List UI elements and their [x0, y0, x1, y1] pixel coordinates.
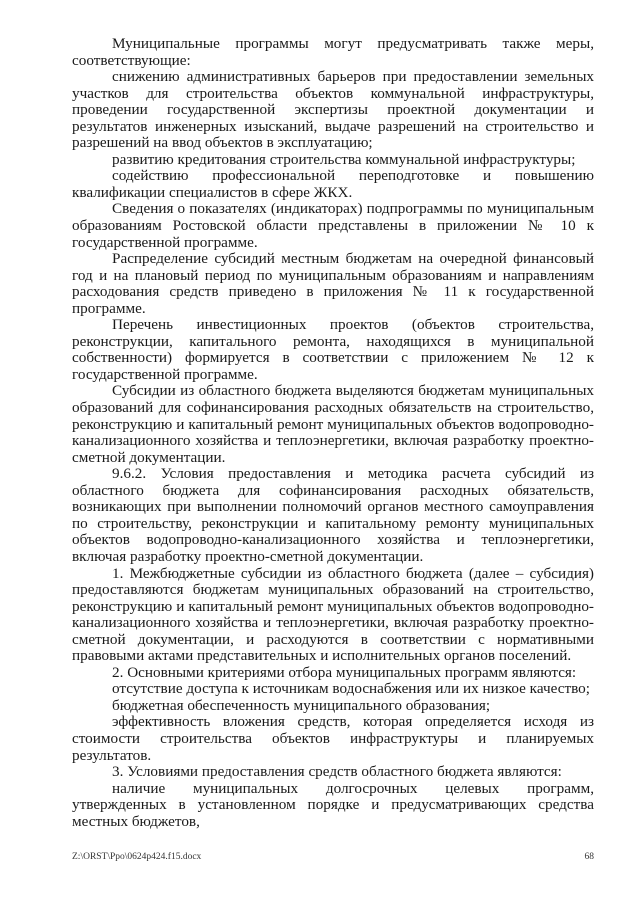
paragraph: Субсидии из областного бюджета выделяются бюджетам муниципальных образований для софинансирования расходных обязательств на строительство, реконструкцию и капитальный ремонт муниципальных объектов водопроводно-канализационного хозяйства и теплоэнергетики, включая разработку проектно-сметной документации.	[72, 382, 594, 466]
paragraph: эффективность вложения средств, которая определяется исходя из стоимости строительства объектов инфраструктуры и планируемых результатов.	[72, 713, 594, 764]
paragraph: снижению административных барьеров при предоставлении земельных участков для строительства объектов коммунальной инфраструктуры, проведении государственной экспертизы проектной документации и результатов инженерных изысканий, выдаче разрешений на строительство и разрешений на ввод объектов в эксплуатацию;	[72, 68, 594, 152]
page-footer	[72, 852, 594, 862]
paragraph: развитию кредитования строительства коммунальной инфраструктуры;	[112, 150, 576, 168]
file-path: Z:\ORST\Ppo\0624p424.f15.docx	[72, 852, 202, 862]
paragraph: Муниципальные программы могут предусматривать также меры, соответствующие:	[72, 35, 594, 69]
paragraph: Сведения о показателях (индикаторах) подпрограммы по муниципальным образованиям Ростовской области представлены в приложении № 10 к государственной программе.	[72, 200, 594, 251]
paragraph: Перечень инвестиционных проектов (объектов строительства, реконструкции, капитального ремонта, находящихся в муниципальной собственности) формируется в соответствии с приложением № 12 к государственной программе.	[72, 316, 594, 383]
page-number: 68	[584, 852, 594, 862]
paragraph: 2. Основными критериями отбора муниципальных программ являются:	[112, 663, 577, 681]
document-page	[72, 36, 594, 830]
paragraph: бюджетная обеспеченность муниципального образования;	[112, 696, 491, 714]
paragraph: содействию профессиональной переподготовке и повышению квалификации специалистов в сфере ЖКХ.	[72, 167, 594, 201]
paragraph: 3. Условиями предоставления средств областного бюджета являются:	[112, 763, 562, 781]
paragraph: наличие муниципальных долгосрочных целевых программ, утвержденных в установленном порядке и предусматривающих средства местных бюджетов,	[72, 779, 594, 830]
paragraph: Распределение субсидий местным бюджетам на очередной финансовый год и на плановый период по муниципальным образованиям и направлениям расходования средств приведено в приложения № 11 к государственной программе.	[72, 250, 594, 317]
paragraph: отсутствие доступа к источникам водоснабжения или их низкое качество;	[112, 680, 590, 698]
paragraph: 1. Межбюджетные субсидии из областного бюджета (далее – субсидия) предоставляются бюджетам муниципальных образований на строительство, реконструкцию и капитальный ремонт муниципальных объектов водопроводно-канализационного хозяйства и теплоэнергетики, включая разработку проектно-сметной документации, и расходуются в соответствии с нормативными правовыми актами представительных и исполнительных органов поселений.	[72, 564, 594, 665]
section-heading-paragraph: 9.6.2. Условия предоставления и методика расчета субсидий из областного бюджета для софинансирования расходных обязательств, возникающих при выполнении полномочий органов местного самоуправления по строительству, реконструкции и капитальному ремонту муниципальных объектов водопроводно-канализационного хозяйства и теплоэнергетики, включая разработку проектно-сметной документации.	[72, 465, 594, 565]
